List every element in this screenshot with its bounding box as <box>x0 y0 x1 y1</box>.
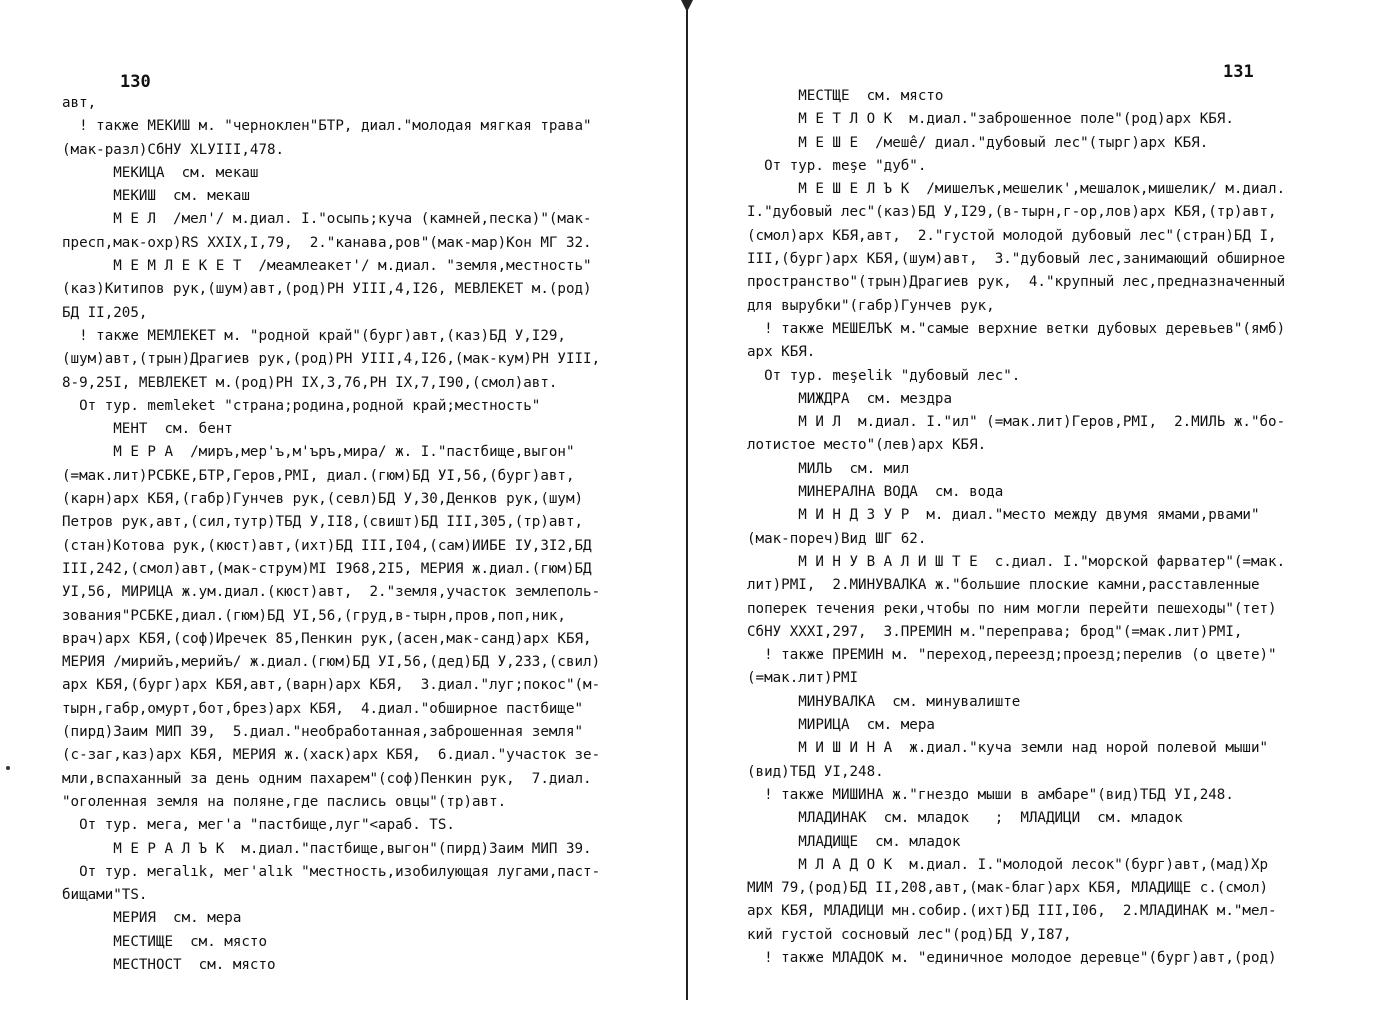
text-line: МЛАДИЩЕ см. младок <box>747 833 961 850</box>
text-line: авт, <box>62 95 97 111</box>
text-line: "оголенная земля на поляне,где паслись овцы"(тр)авт. <box>62 793 507 810</box>
text-line: 8-9,25I, МЕВЛЕКЕТ м.(род)РН IX,3,76,РН IX,7,I90,(смол)авт. <box>62 374 558 391</box>
right-page-text <box>747 85 1397 970</box>
text-line: БД II,205, <box>62 304 148 321</box>
text-line: мли,вспаханный за день одним пахарем"(соф)Пенкин рук, 7.диал. <box>62 770 592 787</box>
text-line: лит)РМI, 2.МИНУВАЛКА ж."большие плоские камни,расставленные <box>747 577 1260 594</box>
text-line: (пирд)Заим МИП 39, 5.диал."необработанная,заброшенная земля" <box>62 724 584 741</box>
text-line: (=мак.лит)РСБКЕ,БТР,Геров,РМI, диал.(гюм)БД УI,56,(бург)авт, <box>62 467 575 484</box>
text-line: поперек течения реки,чтобы по ним могли перейти пешеходы"(тет) <box>747 600 1277 617</box>
gutter-marker <box>681 0 693 12</box>
text-line: М Е Ш Е Л Ъ К /мишелък,мешелик',мешалок,мишелик/ м.диал. <box>747 181 1286 198</box>
text-line: Петров рук,авт,(сил,тутр)ТБД У,II8,(свишт)БД III,305,(тр)авт, <box>62 514 584 531</box>
text-line: М Е Р А /миръ,мер'ъ,м'ъръ,мира/ ж. I."пастбище,выгон" <box>62 444 575 461</box>
text-line: (каз)Китипов рук,(шум)авт,(род)РН УIII,4,I26, МЕВЛЕКЕТ м.(род) <box>62 281 592 298</box>
left-page <box>0 0 680 1027</box>
text-line: арх КБЯ. <box>747 344 816 361</box>
text-line: I."дубовый лес"(каз)БД У,I29,(в-тырн,г-ор,лов)арх КБЯ,(тр)авт, <box>747 204 1277 221</box>
text-line: М И Ш И Н А ж.диал."куча земли над норой полевой мыши" <box>747 740 1269 757</box>
text-line: МЕСТЩЕ см. място <box>747 88 944 104</box>
text-line: ! также ПРЕМИН м. "переход,переезд;проезд;перелив (о цвете)" <box>747 647 1277 664</box>
right-page <box>695 0 1400 1027</box>
left-page-number: 130 <box>120 72 151 92</box>
text-line: пространство"(трын)Драгиев рук, 4."крупный лес,предназначенный <box>747 274 1286 291</box>
text-line: МИРИЦА см. мера <box>747 717 935 734</box>
text-line: М Л А Д О К м.диал. I."молодой лесок"(бург)авт,(мад)Хр <box>747 856 1269 873</box>
text-line: ! также МЕКИШ м. "черноклен"БТР, диал."молодая мягкая трава" <box>62 118 592 135</box>
text-line: МИМ 79,(род)БД II,208,авт,(мак-благ)арх КБЯ, МЛАДИЩЕ с.(смол) <box>747 880 1269 897</box>
page-gutter-line <box>686 0 688 1000</box>
text-line: МЛАДИНАК см. младок ; МЛАДИЦИ см. младок <box>747 810 1183 827</box>
text-line: От тур. meşelik "дубовый лес". <box>747 367 1021 384</box>
text-line: УI,56, МИРИЦА ж.ум.диал.(кюст)авт, 2."земля,участок землеполь- <box>62 584 601 601</box>
text-line: пресп,мак-охр)RS XXIX,I,79, 2."канава,ров"(мак-мар)Кон МГ 32. <box>62 234 592 251</box>
text-line: М Е Р А Л Ъ К м.диал."пастбище,выгон"(пирд)Заим МИП 39. <box>62 840 592 857</box>
text-line: МЕРИЯ /мирийъ,мерийъ/ ж.диал.(гюм)БД УI,56,(дед)БД У,233,(свил) <box>62 654 601 671</box>
text-line: (шум)авт,(трын)Драгиев рук,(род)РН УIII,4,I26,(мак-кум)РН УIII, <box>62 351 601 368</box>
text-line: кий густой сосновый лес"(род)БД У,I87, <box>747 926 1072 943</box>
text-line: МЕСТИЩЕ см. място <box>62 933 267 950</box>
text-line: МИНЕРАЛНА ВОДА см. вода <box>747 484 1004 501</box>
text-line: МЕКИШ см. мекаш <box>62 188 250 205</box>
text-line: ! также МЕМЛЕКЕТ м. "родной край"(бург)авт,(каз)БД У,I29, <box>62 327 566 344</box>
text-line: От тур. meşe "дуб". <box>747 157 927 174</box>
text-line: (мак-разл)СбНУ ХLУIII,478. <box>62 141 285 158</box>
text-line: III,242,(смол)авт,(мак-струм)МI I968,2I5, МЕРИЯ ж.диал.(гюм)БД <box>62 560 592 577</box>
text-line: МИЛЬ см. мил <box>747 460 910 477</box>
text-line: От тур. memleket "страна;родина,родной край;местность" <box>62 397 541 414</box>
text-line: (карн)арх КБЯ,(габр)Гунчев рук,(севл)БД У,30,Денков рук,(шум) <box>62 491 584 508</box>
text-line: (с-заг,каз)арх КБЯ, МЕРИЯ ж.(хаск)арх КБЯ, 6.диал."участок зе- <box>62 747 601 764</box>
text-line: (=мак.лит)РМI <box>747 670 859 687</box>
text-line: От тур. мега, мег'а "пастбище,луг"<араб. TS. <box>62 817 455 834</box>
text-line: арх КБЯ, МЛАДИЦИ мн.собир.(ихт)БД III,I06, 2.МЛАДИНАК м."мел- <box>747 903 1277 920</box>
text-line: (мак-пореч)Вид ШГ 62. <box>747 530 927 547</box>
text-line: М Е Т Л О К м.диал."заброшенное поле"(род)арх КБЯ. <box>747 111 1234 128</box>
text-line: М Е М Л Е К Е Т /меамлеакет'/ м.диал. "земля,местность" <box>62 258 592 275</box>
text-line: (стан)Котова рук,(кюст)авт,(ихт)БД III,I04,(сам)ИИБЕ IУ,3I2,БД <box>62 537 592 554</box>
text-line: М И Н У В А Л И Ш Т Е с.диал. I."морской фарватер"(=мак. <box>747 553 1286 570</box>
text-line: М И Н Д З У Р м. диал."место между двумя ямами,рвами" <box>747 507 1260 524</box>
text-line: От тур. мегаlık, мег'alık "местность,изобилующая лугами,паст- <box>62 863 601 880</box>
text-line: МЕНТ см. бент <box>62 421 233 438</box>
text-line: МЕРИЯ см. мера <box>62 910 242 927</box>
text-line: М Е Л /мел'/ м.диал. I."осыпь;куча (камней,песка)"(мак- <box>62 211 592 228</box>
text-line: арх КБЯ,(бург)арх КБЯ,авт,(варн)арх КБЯ, 3.диал."луг;покос"(м- <box>62 677 601 694</box>
text-line: врач)арх КБЯ,(соф)Иречек 85,Пенкин рук,(асен,мак-санд)арх КБЯ, <box>62 630 592 647</box>
text-line: М И Л м.диал. I."ил" (=мак.лит)Геров,РМI, 2.МИЛЬ ж."бо- <box>747 414 1286 431</box>
text-line: для вырубки"(габр)Гунчев рук, <box>747 297 995 314</box>
text-line: лотистое место"(лев)арх КБЯ. <box>747 437 987 454</box>
text-line: (вид)ТБД УI,248. <box>747 763 884 780</box>
text-line: МИЖДРА см. мездра <box>747 390 952 407</box>
text-line: зования"РСБКЕ,диал.(гюм)БД УI,56,(груд,в-тырн,пров,поп,ник, <box>62 607 566 624</box>
right-page-number: 131 <box>1223 62 1254 82</box>
text-line: СбНУ ХХХI,297, 3.ПРЕМИН м."переправа; брод"(=мак.лит)РМI, <box>747 623 1243 640</box>
text-line: III,(бург)арх КБЯ,(шум)авт, 3."дубовый лес,занимающий обширное <box>747 251 1286 268</box>
text-line: МИНУВАЛКА см. минувалиште <box>747 693 1021 710</box>
text-line: бищами"TS. <box>62 887 148 904</box>
text-line: ! также МИШИНА ж."гнездо мыши в амбаре"(вид)ТБД УI,248. <box>747 786 1234 803</box>
text-line: ! также МЕШЕЛЪК м."самые верхние ветки дубовых деревьев"(ямб) <box>747 320 1286 337</box>
text-line: тырн,габр,омурт,бот,брез)арх КБЯ, 4.диал."обширное пастбище" <box>62 700 584 717</box>
text-line: МЕКИЦА см. мекаш <box>62 164 259 181</box>
text-line: МЕСТНОСТ см. място <box>62 956 276 973</box>
text-line: М Е Ш Е /мешê/ диал."дубовый лес"(тырг)арх КБЯ. <box>747 134 1209 151</box>
left-page-text <box>62 92 677 977</box>
text-line: ! также МЛАДОК м. "единичное молодое деревце"(бург)авт,(род) <box>747 949 1277 966</box>
text-line: (смол)арх КБЯ,авт, 2."густой молодой дубовый лес"(стран)БД I, <box>747 227 1277 244</box>
